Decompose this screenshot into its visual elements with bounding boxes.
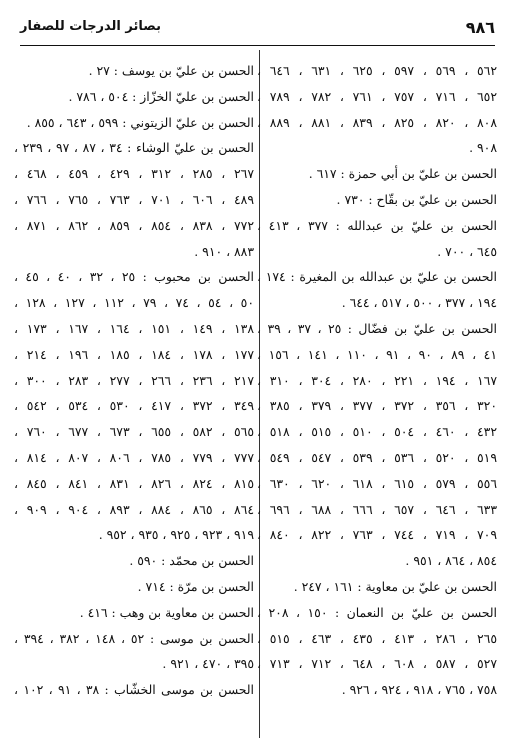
index-entry-line: الحسن بن معاوية بن وهب : ٤١٦ . [79, 604, 254, 620]
index-entry-line: ١٧٧ ، ١٧٨ ، ١٨٤ ، ١٨٥ ، ١٩٦ ، ٢١٤ ، [14, 346, 254, 362]
index-entry-line: ١٣٨ ، ١٤٩ ، ١٥١ ، ١٦٤ ، ١٦٧ ، ١٧٣ ، [14, 320, 254, 336]
index-entry-line: ٥٦٥ ، ٥٨٢ ، ٦٥٥ ، ٦٧٣ ، ٦٧٧ ، ٧٦٠ ، [14, 424, 254, 440]
index-entry-line: ٦٥٢ ، ٧١٦ ، ٧٥٧ ، ٧٦١ ، ٧٨٢ ، ٧٨٩ ، [257, 88, 497, 104]
index-entry-line: ٥١٩ ، ٥٢٠ ، ٥٣٦ ، ٥٣٩ ، ٥٤٧ ، ٥٤٩ ، [257, 449, 497, 465]
index-entry-line: ٨١٥ ، ٨٢٤ ، ٨٢٦ ، ٨٣١ ، ٨٤١ ، ٨٤٥ ، [14, 475, 254, 491]
index-entry-line: الحسن بن محبوب : ٢٥ ، ٣٢ ، ٤٠ ، ٤٥ ، [14, 269, 254, 285]
index-entry-line: ١٩٤ ، ٣٧٧ ، ٥٠٠ ، ٥١٧ ، ٦٤٤ . [341, 295, 497, 311]
index-entry-line: الحسن بن عليّ بن معاوية : ١٦١ ، ٢٤٧ . [293, 578, 497, 594]
index-entry-line: الحسن بن عليّ بن النعمان : ١٥٠ ، ٢٠٨ ، [257, 604, 497, 620]
index-entry-line: ٦٣٣ ، ٦٤٦ ، ٦٥٧ ، ٦٦٦ ، ٦٨٨ ، ٦٩٦ ، [257, 501, 497, 517]
index-entry-line: ٨٥٤ ، ٨٦٤ ، ٩٥١ . [405, 553, 497, 569]
index-entry-line: ٥٢٧ ، ٥٨٧ ، ٦٠٨ ، ٦٤٨ ، ٧١٢ ، ٧١٣ ، [257, 656, 497, 672]
page-header [20, 18, 495, 42]
index-entry-line: ٧٧٧ ، ٧٧٩ ، ٧٨٥ ، ٨٠٦ ، ٨٠٧ ، ٨١٤ ، [14, 449, 254, 465]
index-entry-line: ٣٢٠ ، ٣٥٦ ، ٣٧٢ ، ٣٧٧ ، ٣٧٩ ، ٣٨٥ ، [257, 398, 497, 414]
index-entry-line: ٧٥٨ ، ٧٦٥ ، ٩١٨ ، ٩٢٤ ، ٩٢٦ . [341, 682, 497, 698]
index-entry-line: ٥٥٦ ، ٥٧٩ ، ٦١٥ ، ٦١٨ ، ٦٢٠ ، ٦٣٠ ، [257, 475, 497, 491]
index-entry-line: الحسن بن عليّ الخزّاز : ٥٠٤ ، ٧٨٦ . [68, 88, 254, 104]
index-entry-line: الحسن بن موسى الخشّاب : ٣٨ ، ٩١ ، ١٠٢ ، [14, 682, 254, 698]
page-number: ٩٨٦ [465, 18, 495, 37]
index-entry-line: ٤٨٩ ، ٦٠٦ ، ٧٠١ ، ٧٦٣ ، ٧٦٥ ، ٧٦٦ ، [14, 191, 254, 207]
index-entry-line: الحسن بن عليّ بن يوسف : ٢٧ . [88, 63, 254, 78]
index-entry-line: الحسن بن عليّ الوشاء : ٣٤ ، ٨٧ ، ٩٧ ، ٢٣٩ ، [14, 140, 254, 156]
index-entry-line: ٨٨٣ ، ٩١٠ . [194, 243, 254, 259]
running-book-title: بصائر الدرجات للصفار [20, 19, 161, 34]
index-entry-line: ٣٤٩ ، ٣٧٢ ، ٤١٧ ، ٥٣٠ ، ٥٣٤ ، ٥٤٢ ، [14, 398, 254, 414]
index-entry-line: ٢٦٥ ، ٢٨٦ ، ٤١٣ ، ٤٣٥ ، ٤٦٣ ، ٥١٥ ، [257, 630, 497, 646]
index-entry-line: الحسن بن عليّ بن أبي حمزة : ٦١٧ . [308, 166, 497, 182]
index-entry-line: الحسن بن عليّ بن بقّاح : ٧٣٠ . [336, 191, 497, 207]
index-entry-line: ٨٠٨ ، ٨٢٠ ، ٨٢٥ ، ٨٣٩ ، ٨٨١ ، ٨٨٩ ، [257, 114, 497, 130]
index-entry-line: الحسن بن موسى : ٥٢ ، ١٤٨ ، ٣٨٢ ، ٣٩٤ ، [14, 630, 254, 646]
index-entry-line: ٥٦٢ ، ٥٦٩ ، ٥٩٧ ، ٦٢٥ ، ٦٣١ ، ٦٤٦ ، [257, 63, 497, 78]
index-entry-line: الحسن بن مرّة : ٧١٤ . [137, 578, 254, 594]
index-entry-line: ٤١ ، ٨٩ ، ٩٠ ، ٩١ ، ١١٠ ، ١٤١ ، ١٥٦ ، [257, 346, 497, 362]
index-entry-line: ٩١٩ ، ٩٢٣ ، ٩٢٥ ، ٩٣٥ ، ٩٥٢ . [98, 527, 254, 543]
index-entry-line: الحسن بن عليّ بن فضّال : ٢٥ ، ٣٧ ، ٣٩ ، [257, 320, 497, 336]
index-entry-line: ٤٣٢ ، ٤٦٠ ، ٥٠٤ ، ٥١٠ ، ٥١٥ ، ٥١٨ ، [257, 424, 497, 440]
index-entry-line: ١٦٧ ، ١٩٤ ، ٢٢١ ، ٢٨٠ ، ٣٠٤ ، ٣١٠ ، [257, 372, 497, 388]
index-entry-line: ٢٦٧ ، ٢٨٥ ، ٣١٢ ، ٤٢٩ ، ٤٥٩ ، ٤٦٨ ، [14, 166, 254, 182]
index-entry-line: ٦٤٥ ، ٧٠٠ . [437, 243, 497, 259]
index-entry-line: الحسن بن محمّد : ٥٩٠ . [129, 553, 254, 569]
index-entry-line: ٣٩٥ ، ٤٧٠ ، ٩٢١ . [162, 656, 254, 672]
index-entry-line: ٧٠٩ ، ٧١٩ ، ٧٤٤ ، ٧٦٣ ، ٨٢٢ ، ٨٤٠ ، [257, 527, 497, 543]
header-rule [20, 45, 495, 46]
index-entry-line: ٧٧٢ ، ٨٣٨ ، ٨٥٤ ، ٨٥٩ ، ٨٦٢ ، ٨٧١ ، [14, 217, 254, 233]
index-entry-line: ٢١٧ ، ٢٣٦ ، ٢٦٦ ، ٢٧٧ ، ٢٨٣ ، ٣٠٠ ، [14, 372, 254, 388]
index-column-left [14, 58, 254, 703]
index-entry-line: ٩٠٨ . [469, 140, 497, 156]
index-entry-line: ٥٠ ، ٥٤ ، ٧٤ ، ٧٩ ، ١١٢ ، ١٢٧ ، ١٢٨ ، [14, 295, 254, 311]
index-column-right [257, 58, 497, 703]
index-entry-line: الحسن بن عليّ الزيتوني : ٥٩٩ ، ٦٤٣ ، ٨٥٥ . [26, 114, 254, 130]
index-entry-line: الحسن بن عليّ بن عبدالله : ٣٧٧ ، ٤١٣ ، [257, 217, 497, 233]
index-entry-line: ٨٦٤ ، ٨٦٥ ، ٨٨٤ ، ٨٩٣ ، ٩٠٤ ، ٩٠٩ ، [14, 501, 254, 517]
index-entry-line: الحسن بن عليّ بن عبدالله بن المغيرة : ١٧٤ ، [257, 269, 497, 285]
